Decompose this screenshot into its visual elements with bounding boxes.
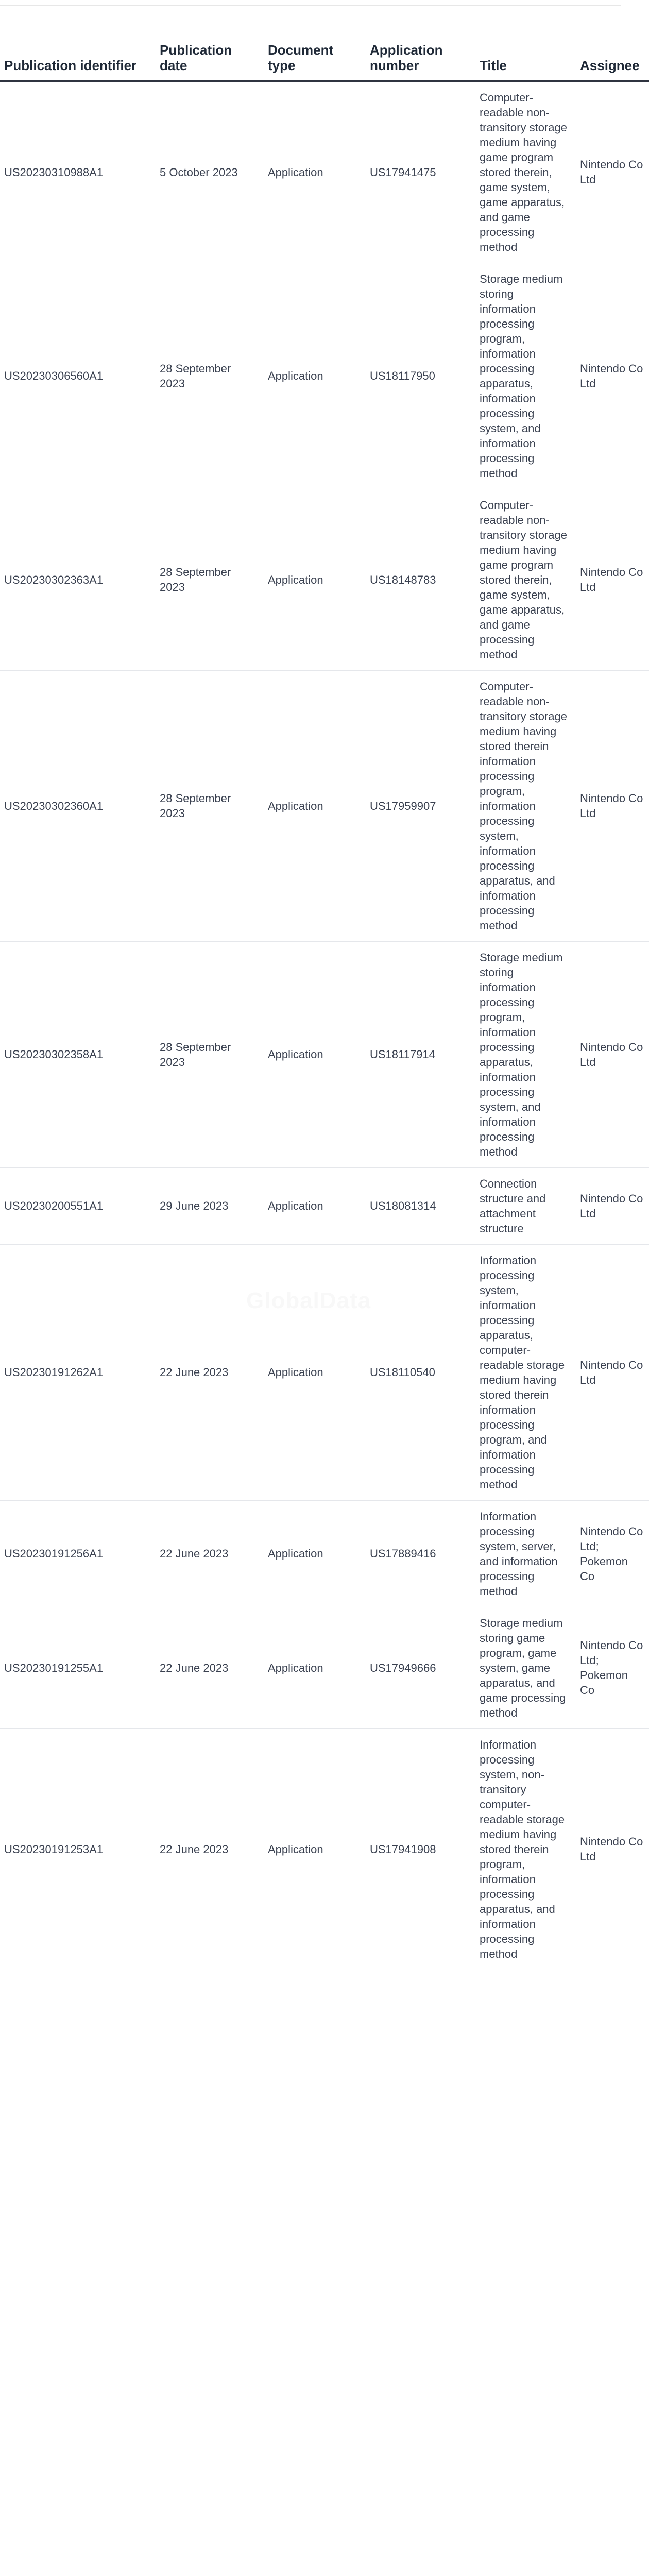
table-row [0, 670, 649, 941]
cell-publication-identifier: US20230191255A1 [0, 1607, 155, 1728]
table-row [0, 489, 649, 670]
header-application-number: Application number [365, 32, 474, 81]
watermark: GlobalData [246, 1288, 371, 1313]
table-header [0, 32, 649, 81]
table-row [0, 1500, 649, 1607]
cell-assignee: Nintendo Co Ltd [575, 1167, 649, 1244]
cell-publication-date: 28 September 2023 [155, 489, 263, 670]
cell-assignee: Nintendo Co Ltd; Pokemon Co [575, 1607, 649, 1728]
table-row [0, 263, 649, 489]
header-publication-date: Publication date [155, 32, 263, 81]
cell-title: Storage medium storing game program, game system, game apparatus, and game processing method [474, 1607, 575, 1728]
header-row [0, 32, 649, 81]
cell-publication-identifier: US20230200551A1 [0, 1167, 155, 1244]
cell-publication-identifier: US20230191253A1 [0, 1728, 155, 1970]
cell-assignee: Nintendo Co Ltd [575, 1244, 649, 1500]
cell-publication-identifier: US20230306560A1 [0, 263, 155, 489]
cell-title: Storage medium storing information processing program, information processing apparatus, information processing system, and information processing method [474, 263, 575, 489]
cell-title: Connection structure and attachment structure [474, 1167, 575, 1244]
cell-application-number: US17959907 [365, 670, 474, 941]
cell-document-type: Application [263, 489, 365, 670]
cell-title: Computer-readable non-transitory storage medium having game program stored therein, game system, game apparatus, and game processing method [474, 489, 575, 670]
cell-publication-identifier: US20230191262A1 [0, 1244, 155, 1500]
cell-publication-identifier: US20230302358A1 [0, 941, 155, 1167]
cell-document-type: Application [263, 1167, 365, 1244]
header-publication-identifier: Publication identifier [0, 32, 155, 81]
cell-document-type: Application [263, 1500, 365, 1607]
cell-document-type: Application [263, 941, 365, 1167]
cell-assignee: Nintendo Co Ltd [575, 670, 649, 941]
table-row [0, 1607, 649, 1728]
cell-application-number: US17889416 [365, 1500, 474, 1607]
cell-publication-date: 22 June 2023 [155, 1728, 263, 1970]
cell-publication-identifier: US20230302360A1 [0, 670, 155, 941]
cell-assignee: Nintendo Co Ltd; Pokemon Co [575, 1500, 649, 1607]
cell-application-number: US18117950 [365, 263, 474, 489]
cell-title: Computer-readable non-transitory storage medium having game program stored therein, game system, game apparatus, and game processing method [474, 81, 575, 263]
top-divider [0, 5, 621, 6]
cell-title: Information processing system, information processing apparatus, computer-readable storage medium having stored therein information processing program, and information processing method [474, 1244, 575, 1500]
header-document-type: Document type [263, 32, 365, 81]
cell-publication-identifier: US20230191256A1 [0, 1500, 155, 1607]
table-row [0, 941, 649, 1167]
cell-application-number: US18117914 [365, 941, 474, 1167]
cell-publication-date: 28 September 2023 [155, 670, 263, 941]
table-body [0, 81, 649, 1970]
cell-document-type: Application [263, 670, 365, 941]
header-title: Title [474, 32, 575, 81]
cell-application-number: US18081314 [365, 1167, 474, 1244]
cell-assignee: Nintendo Co Ltd [575, 263, 649, 489]
table-row [0, 1244, 649, 1500]
table-row [0, 81, 649, 263]
cell-title: Information processing system, server, and information processing method [474, 1500, 575, 1607]
cell-publication-date: 22 June 2023 [155, 1500, 263, 1607]
cell-application-number: US18110540 [365, 1244, 474, 1500]
cell-document-type: Application [263, 1244, 365, 1500]
table-row [0, 1728, 649, 1970]
cell-publication-date: 29 June 2023 [155, 1167, 263, 1244]
cell-application-number: US17941475 [365, 81, 474, 263]
patent-table [0, 32, 649, 1970]
cell-document-type: Application [263, 1607, 365, 1728]
patent-table-container [0, 32, 643, 1970]
cell-document-type: Application [263, 263, 365, 489]
cell-document-type: Application [263, 81, 365, 263]
cell-title: Storage medium storing information processing program, information processing apparatus, information processing system, and information processing method [474, 941, 575, 1167]
cell-assignee: Nintendo Co Ltd [575, 941, 649, 1167]
cell-publication-date: 28 September 2023 [155, 941, 263, 1167]
cell-application-number: US18148783 [365, 489, 474, 670]
table-row [0, 1167, 649, 1244]
cell-assignee: Nintendo Co Ltd [575, 81, 649, 263]
cell-publication-identifier: US20230302363A1 [0, 489, 155, 670]
cell-title: Information processing system, non-transitory computer-readable storage medium having stored therein program, information processing apparatus, and information processing method [474, 1728, 575, 1970]
cell-publication-date: 22 June 2023 [155, 1244, 263, 1500]
cell-application-number: US17941908 [365, 1728, 474, 1970]
cell-publication-date: 5 October 2023 [155, 81, 263, 263]
cell-publication-date: 28 September 2023 [155, 263, 263, 489]
cell-title: Computer-readable non-transitory storage medium having stored therein information processing program, information processing system, information processing apparatus, and information processing method [474, 670, 575, 941]
cell-publication-date: 22 June 2023 [155, 1607, 263, 1728]
cell-publication-identifier: US20230310988A1 [0, 81, 155, 263]
cell-assignee: Nintendo Co Ltd [575, 489, 649, 670]
cell-application-number: US17949666 [365, 1607, 474, 1728]
cell-document-type: Application [263, 1728, 365, 1970]
cell-assignee: Nintendo Co Ltd [575, 1728, 649, 1970]
header-assignee: Assignee [575, 32, 649, 81]
